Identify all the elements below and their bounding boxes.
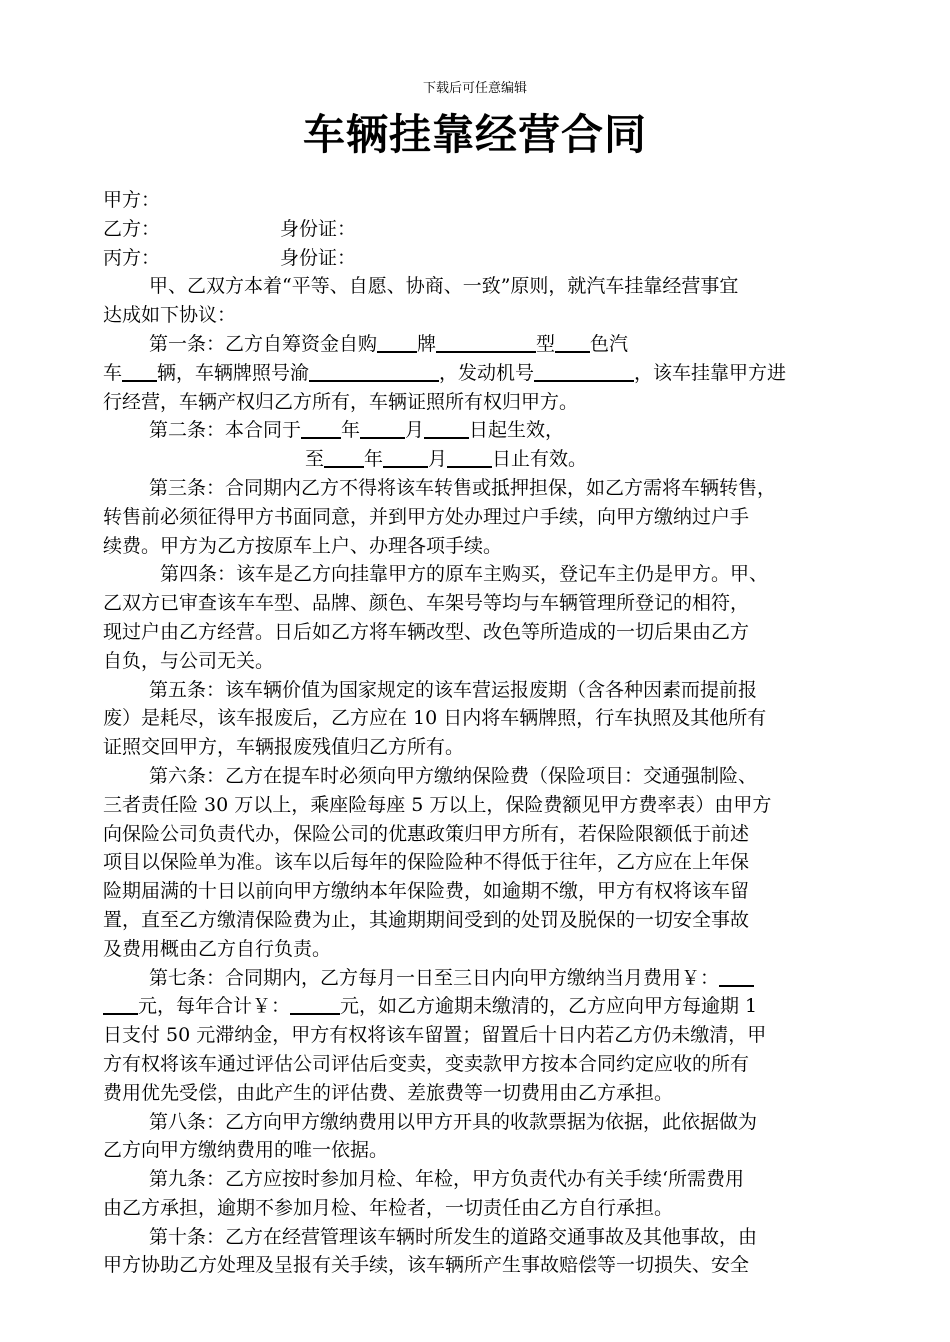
text: 车 — [103, 361, 123, 384]
text: 月 — [428, 448, 448, 471]
text: 型 — [536, 332, 556, 355]
paragraph-line: 续费。甲方为乙方按原车上户、办理各项手续。 — [103, 534, 503, 557]
paragraph-line: 日支付 50 元滞纳金，甲方有权将该车留置；留置后十日内若乙方仍未缴清，甲 — [103, 1024, 767, 1047]
document-title: 车辆挂靠经营合同 — [302, 110, 647, 159]
paragraph-line: 第六条：乙方在提车时必须向甲方缴纳保险费（保险项目：交通强制险、 — [149, 764, 758, 787]
blank-monthly-fee — [719, 965, 754, 987]
header-note: 下载后可任意编辑 — [422, 81, 527, 96]
text: 第七条：合同期内，乙方每月一日至三日内向甲方缴纳当月费用￥： — [149, 966, 720, 989]
paragraph-line: 第五条：该车辆价值为国家规定的该车营运报废期（含各种因素而提前报 — [149, 678, 758, 701]
blank-year — [324, 446, 364, 468]
paragraph-line: 费用优先受偿，由此产生的评估费、差旅费等一切费用由乙方承担。 — [103, 1081, 674, 1104]
paragraph-line: 自负，与公司无关。 — [103, 649, 275, 672]
text: 辆，车辆牌照号渝 — [157, 361, 310, 384]
text: 日止有效。 — [492, 448, 588, 471]
paragraph-line: 险期届满的十日以前向甲方缴纳本年保险费，如逾期不缴，甲方有权将该车留 — [103, 880, 750, 903]
paragraph-line: 向保险公司负责代办，保险公司的优惠政策归甲方所有，若保险限额低于前述 — [103, 822, 750, 845]
paragraph-line: 转售前必须征得甲方书面同意，并到甲方处办理过户手续，向甲方缴纳过户手 — [103, 505, 750, 528]
text: 日起生效， — [469, 419, 565, 442]
blank-month — [383, 446, 428, 468]
text: 色汽 — [590, 332, 629, 355]
blank-engine — [534, 360, 634, 382]
paragraph-line: 甲方协助乙方处理及呈报有关手续，该车辆所产生事故赔偿等一切损失、安全 — [103, 1254, 750, 1277]
text: 年 — [341, 419, 361, 442]
article-1-line — [103, 359, 863, 388]
blank-annual-fee — [290, 993, 340, 1015]
blank-monthly-fee-cont — [103, 993, 138, 1015]
text: 第一条：乙方自筹资金自购 — [149, 332, 378, 355]
paragraph-line: 第八条：乙方向甲方缴纳费用以甲方开具的收款票据为依据，此依据做为 — [149, 1110, 758, 1133]
contract-body — [103, 186, 863, 1280]
party-jia-label: 甲方： — [103, 189, 161, 211]
text: 牌 — [417, 332, 437, 355]
blank-count — [122, 360, 157, 382]
blank-model — [436, 331, 536, 353]
blank-day — [424, 417, 469, 439]
article-2-line — [103, 416, 863, 445]
text: 元，如乙方逾期未缴清的，乙方应向甲方每逾期 1 — [340, 995, 758, 1018]
blank-month — [360, 417, 405, 439]
blank-color — [555, 331, 590, 353]
text: 第二条：本合同于 — [149, 419, 302, 442]
paragraph-line: 乙方向甲方缴纳费用的唯一依据。 — [103, 1139, 389, 1162]
paragraph-line: 第十条：乙方在经营管理该车辆时所发生的道路交通事故及其他事故，由 — [149, 1225, 758, 1248]
text: 年 — [364, 448, 384, 471]
paragraph-line: 甲、乙双方本着“平等、自愿、协商、一致”原则，就汽车挂靠经营事宜 — [149, 275, 739, 298]
paragraph-line: 行经营，车辆产权归乙方所有，车辆证照所有权归甲方。 — [103, 390, 579, 413]
article-2-line — [103, 445, 863, 474]
text: 月 — [405, 419, 425, 442]
text: 至 — [305, 448, 325, 471]
paragraph-line: 乙双方已审查该车车型、品牌、颜色、车架号等均与车辆管理所登记的相符， — [103, 592, 750, 615]
paragraph-line: 方有权将该车通过评估公司评估后变卖，变卖款甲方按本合同约定应收的所有 — [103, 1052, 750, 1075]
article-1-line — [103, 330, 863, 359]
paragraph-line: 项目以保险单为准。该车以后每年的保险险种不得低于往年，乙方应在上年保 — [103, 851, 750, 874]
blank-day — [447, 446, 492, 468]
paragraph-line: 置，直至乙方缴清保险费为止，其逾期期间受到的处罚及脱保的一切安全事故 — [103, 908, 750, 931]
text: 元，每年合计￥： — [138, 995, 291, 1018]
paragraph-line: 废）是耗尽，该车报废后，乙方应在 10 日内将车辆牌照，行车执照及其他所有 — [103, 707, 767, 730]
party-jia — [103, 186, 863, 215]
party-yi — [103, 215, 863, 244]
text: ，该车挂靠甲方进 — [634, 361, 787, 384]
paragraph-line: 证照交回甲方，车辆报废残值归乙方所有。 — [103, 736, 465, 759]
text: ，发动机号 — [439, 361, 535, 384]
party-bing-label: 丙方： — [103, 246, 161, 269]
paragraph-line: 达成如下协议： — [103, 304, 237, 327]
id-label: 身份证： — [280, 217, 357, 240]
article-7-line — [103, 992, 863, 1021]
paragraph-line: 及费用概由乙方自行负责。 — [103, 937, 332, 960]
paragraph-line: 第四条：该车是乙方向挂靠甲方的原车主购买，登记车主仍是甲方。甲、 — [160, 563, 769, 586]
blank-year — [301, 417, 341, 439]
party-bing — [103, 244, 863, 273]
paragraph-line: 三者责任险 30 万以上，乘座险每座 5 万以上，保险费额见甲方费率表）由甲方 — [103, 793, 772, 816]
party-yi-label: 乙方： — [103, 217, 161, 240]
blank-plate — [309, 360, 439, 382]
paragraph-line: 由乙方承担，逾期不参加月检、年检者，一切责任由乙方自行承担。 — [103, 1196, 674, 1219]
id-label: 身份证： — [280, 246, 357, 269]
paragraph-line: 第九条：乙方应按时参加月检、年检，甲方负责代办有关手续‘所需费用 — [149, 1168, 745, 1191]
paragraph-line: 第三条：合同期内乙方不得将该车转售或抵押担保，如乙方需将车辆转售， — [149, 476, 777, 499]
blank-brand — [377, 331, 417, 353]
article-7-line — [103, 964, 863, 993]
paragraph-line: 现过户由乙方经营。日后如乙方将车辆改型、改色等所造成的一切后果由乙方 — [103, 620, 750, 643]
